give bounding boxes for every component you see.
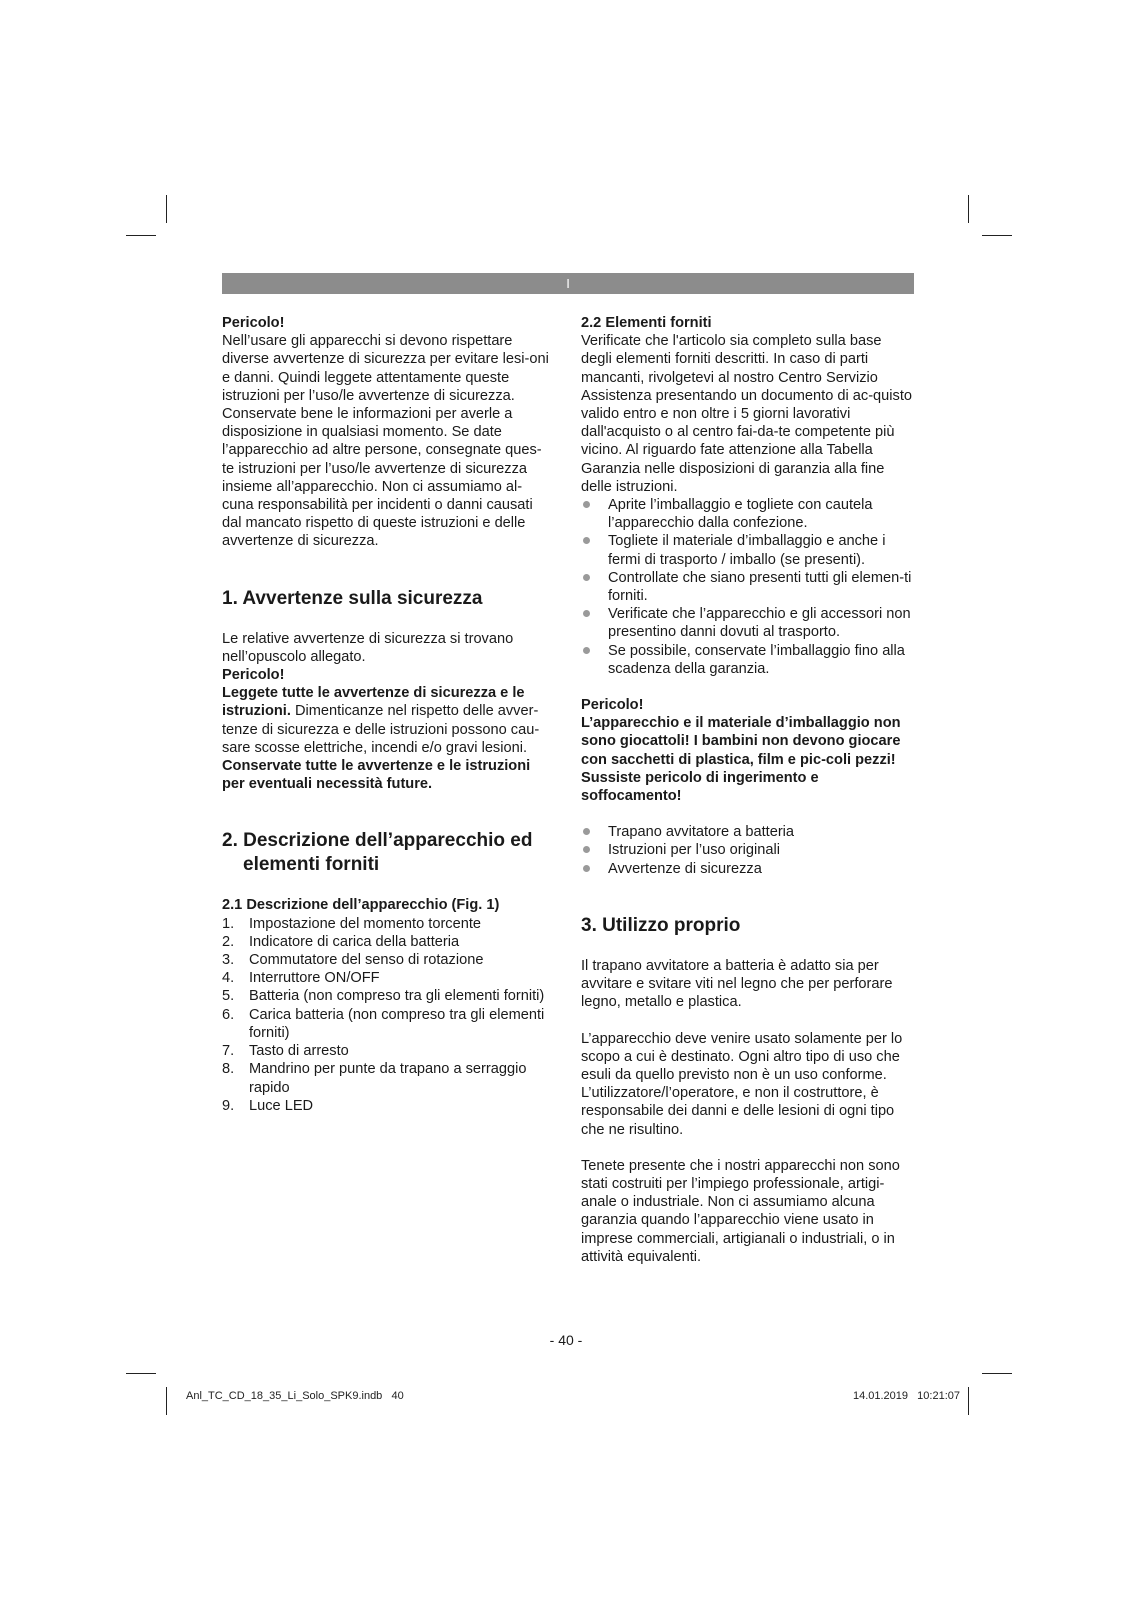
list-item	[581, 605, 915, 641]
item-text: Istruzioni per l’uso originali	[608, 842, 780, 859]
item-number: 2.	[222, 933, 235, 950]
item-text: Verificate che l’apparecchio e gli accessori non presentino danni dovuti al trasporto.	[608, 606, 911, 641]
list-item	[222, 1097, 552, 1115]
item-number: 5.	[222, 988, 235, 1005]
footer-filename: Anl_TC_CD_18_35_Li_Solo_SPK9.indb 40	[186, 1390, 404, 1402]
page-number: - 40 -	[549, 1332, 583, 1348]
crop-mark	[982, 235, 1012, 236]
section-1-warning-bold: Leggete tutte le avvertenze di sicurezza e le istruzioni.	[222, 685, 525, 720]
crop-mark	[126, 235, 156, 236]
section-3-paragraph: Tenete presente che i nostri apparecchi non sono stati costruiti per l’impiego professionale, artigi-anale o industriale. Non ci assumiamo alcuna garanzia quando l’apparecchio viene usato in imprese commerciali, artigianali o industriali, o in attività equivalenti.	[581, 1157, 900, 1265]
item-text: Batteria (non compreso tra gli elementi forniti)	[249, 988, 545, 1005]
section-1-warning-title: Pericolo!	[222, 667, 285, 684]
section-1-keep-note: Conservate tutte le avvertenze e le istruzioni per eventuali necessità future.	[222, 758, 531, 793]
item-text: Togliete il materiale d’imballaggio e anche i fermi di trasporto / imballo (se presenti).	[608, 533, 886, 568]
right-column	[581, 314, 915, 1266]
list-item	[581, 532, 915, 568]
parts-list	[222, 915, 552, 1115]
list-item	[222, 915, 552, 933]
list-item	[222, 1060, 552, 1096]
section-1-warning-rest: Dimenticanze nel rispetto delle avver-tenze di sicurezza e delle istruzioni possono cau-sare scosse elettriche, incendi e/o gravi lesioni.	[222, 703, 540, 756]
section-3-paragraph: L’apparecchio deve venire usato solamente per lo scopo a cui è destinato. Ogni altro tipo di uso che esuli da quello previsto non è un uso conforme. L’utilizzatore/l’operatore, e non il costruttore, è responsabile dei danni e delle lesioni di ogni tipo che ne risultino.	[581, 1030, 903, 1138]
bullet-icon	[583, 610, 590, 617]
item-text: Commutatore del senso di rotazione	[249, 952, 484, 969]
bullet-icon	[583, 865, 590, 872]
list-item	[222, 987, 552, 1005]
crop-mark	[126, 1373, 156, 1374]
item-text: Se possibile, conservate l’imballaggio fino alla scadenza della garanzia.	[608, 642, 905, 677]
warning-body: L’apparecchio e il materiale d’imballaggio non sono giocattoli! I bambini non devono giocare con sacchetti di plastica, film e pic-coli pezzi! Sussiste pericolo di ingerimento e soffocamento!	[581, 715, 901, 805]
section-2-heading: 2. Descrizione dell’apparecchio ed elementi forniti	[222, 830, 533, 876]
item-text: Controllate che siano presenti tutti gli elemen-ti forniti.	[608, 569, 912, 605]
section-1-intro: Le relative avvertenze di sicurezza si trovano nell’opuscolo allegato.	[222, 630, 514, 665]
list-item	[581, 642, 915, 678]
item-text: Avvertenze di sicurezza	[608, 860, 762, 877]
left-column	[222, 314, 552, 1115]
section-1-heading: 1. Avvertenze sulla sicurezza	[222, 587, 483, 609]
supplied-items	[581, 823, 915, 878]
item-number: 8.	[222, 1061, 235, 1078]
section-3-paragraph: Il trapano avvitatore a batteria è adatto sia per avvitare e svitare viti nel legno che per perforare legno, metallo e plastica.	[581, 957, 893, 1011]
item-text: Impostazione del momento torcente	[249, 915, 482, 932]
item-text: Luce LED	[249, 1097, 314, 1114]
bullet-icon	[583, 846, 590, 853]
list-item	[581, 841, 915, 859]
warning-title: Pericolo!	[581, 697, 644, 714]
footer-timestamp: 14.01.2019 10:21:07	[852, 1390, 960, 1402]
item-text: Indicatore di carica della batteria	[249, 933, 460, 950]
crop-mark	[982, 1373, 1012, 1374]
bullet-icon	[583, 537, 590, 544]
list-item	[222, 1006, 552, 1042]
crop-mark	[968, 1387, 969, 1415]
item-number: 7.	[222, 1043, 235, 1060]
bullet-icon	[583, 828, 590, 835]
item-text: Tasto di arresto	[249, 1043, 349, 1060]
list-item	[581, 569, 915, 605]
item-text: Trapano avvitatore a batteria	[608, 824, 795, 841]
item-text: Aprite l’imballaggio e togliete con cautela l’apparecchio dalla confezione.	[608, 497, 873, 532]
language-bar	[222, 273, 914, 294]
warning-body: Nell’usare gli apparecchi si devono rispettare diverse avvertenze di sicurezza per evitare lesi-oni e danni. Quindi leggete attentamente queste istruzioni per l’uso/le avvertenze di sicurezza. Conservate bene le informazioni per averle a disposizione in qualsiasi momento. Se date l’apparecchio ad altre persone, consegnate ques-te istruzioni per l’uso/le avvertenze di sicurezza insieme all’apparecchio. Non ci assumiamo al-cuna responsabilità per incidenti o danni causati dal mancato rispetto di queste istruzioni e delle avvertenze di sicurezza.	[222, 333, 549, 550]
unpacking-steps	[581, 496, 915, 678]
bullet-icon	[583, 574, 590, 581]
item-text: Interruttore ON/OFF	[249, 970, 380, 987]
item-number: 1.	[222, 915, 235, 932]
list-item	[222, 1042, 552, 1060]
language-marker: I	[566, 276, 570, 291]
list-item	[222, 933, 552, 951]
section-2-1-heading: 2.1 Descrizione dell’apparecchio (Fig. 1)	[222, 897, 500, 914]
section-1-warning-text	[222, 684, 552, 757]
list-item	[222, 951, 552, 969]
list-item	[581, 823, 915, 841]
bullet-icon	[583, 501, 590, 508]
item-number: 3.	[222, 952, 235, 969]
list-item	[581, 496, 915, 532]
bullet-icon	[583, 647, 590, 654]
list-item	[581, 860, 915, 878]
item-text: Carica batteria (non compreso tra gli elementi forniti)	[249, 1006, 545, 1041]
warning-title: Pericolo!	[222, 315, 285, 331]
section-3-heading: 3. Utilizzo proprio	[581, 914, 741, 936]
crop-mark	[166, 195, 167, 223]
crop-mark	[968, 195, 969, 223]
section-2-2-body: Verificate che l'articolo sia completo sulla base degli elementi forniti descritti. In caso di parti mancanti, rivolgetevi al nostro Centro Servizio Assistenza presentando un documento di ac-quisto valido entro e non oltre i 5 giorni lavorativi dall'acquisto o al centro fai-da-te competente più vicino. Al riguardo fate attenzione alla Tabella Garanzia nelle disposizioni di garanzia alla fine delle istruzioni.	[581, 333, 912, 495]
item-number: 6.	[222, 1006, 235, 1023]
item-number: 9.	[222, 1097, 235, 1114]
crop-mark	[166, 1387, 167, 1415]
section-2-2-heading: 2.2 Elementi forniti	[581, 315, 712, 331]
item-text: Mandrino per punte da trapano a serraggio rapido	[249, 1061, 527, 1096]
item-number: 4.	[222, 970, 235, 987]
list-item	[222, 969, 552, 987]
